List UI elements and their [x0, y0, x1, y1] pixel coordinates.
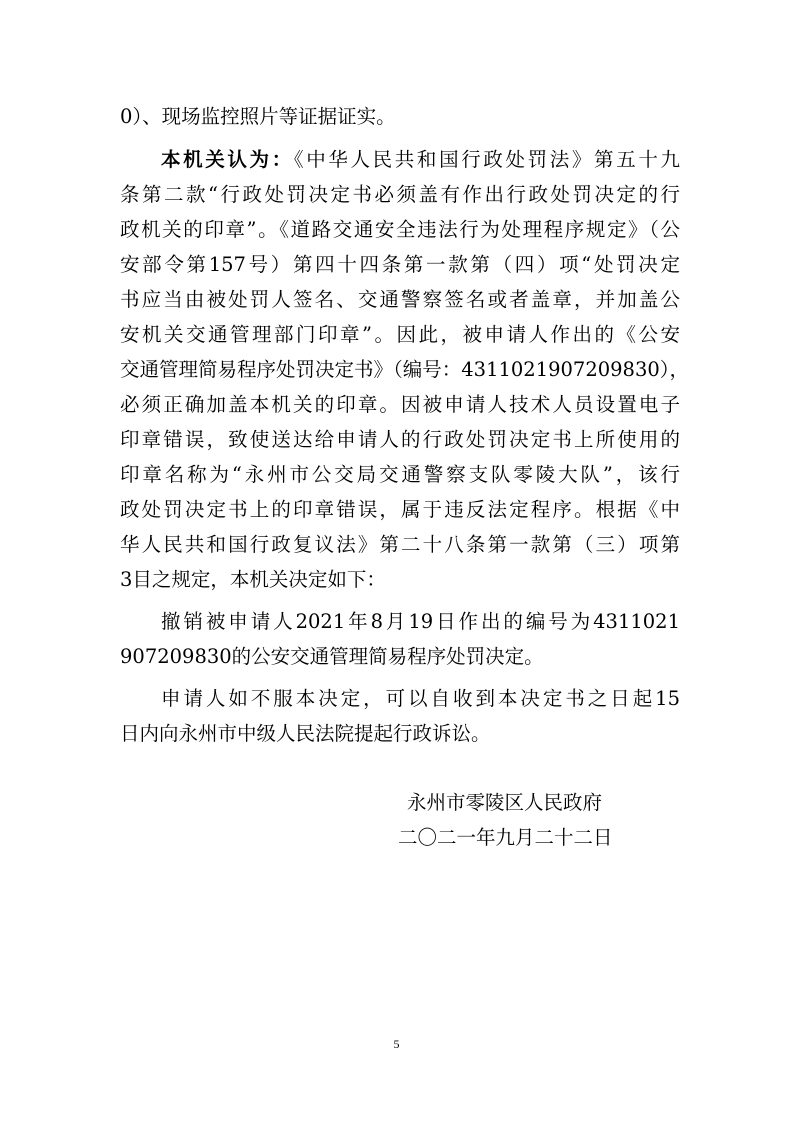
- text-line-1: 0）、现场监控照片等证据证实。: [120, 105, 396, 128]
- text-line-13: 华人民共和国行政复议法》第二十八条第一款第（三）项第: [120, 533, 680, 556]
- text-line-10: 印章错误，致使送达给申请人的行政处罚决定书上所使用的: [120, 428, 680, 451]
- text-line-14: 3目之规定，本机关决定如下：: [120, 568, 386, 591]
- decision-line-2: 907209830的公安交通管理简易程序处罚决定。: [120, 645, 544, 668]
- text-line-9: 必须正确加盖本机关的印章。因被申请人技术人员设置电子: [120, 393, 680, 416]
- text-line-2: [161, 142, 680, 178]
- signature-org: 永州市零陵区人民政府: [407, 791, 603, 814]
- text-line-7: 安机关交通管理部门印章”。因此，被申请人作出的《公安: [120, 323, 680, 346]
- text-line-4: 政机关的印章”。《道路交通安全违法行为处理程序规定》（公: [120, 218, 680, 241]
- text-line-12: 政处罚决定书上的印章错误，属于违反法定程序。根据《中: [120, 498, 680, 521]
- page-number: 5: [393, 1037, 400, 1051]
- text-line-2-body: 《中华人民共和国行政处罚法》第五十九: [293, 148, 680, 171]
- text-line-11: 印章名称为“永州市公交局交通警察支队零陵大队”，该行: [120, 463, 680, 486]
- appeal-line-2: 日内向永州市中级人民法院提起行政诉讼。: [120, 722, 491, 745]
- signature-date: 二〇二一年九月二十二日: [398, 826, 613, 849]
- text-line-8: 交通管理简易程序处罚决定书》（编号：4311021907209830），: [120, 358, 690, 381]
- text-line-6: 书应当由被处罚人签名、交通警察签名或者盖章，并加盖公: [120, 288, 680, 311]
- text-line-5: 安部令第157号）第四十四条第一款第（四）项“处罚决定: [120, 253, 680, 276]
- decision-line-1: 撤销被申请人2021年8月19日作出的编号为4311021: [161, 610, 680, 633]
- text-line-3: 条第二款“行政处罚决定书必须盖有作出行政处罚决定的行: [120, 183, 680, 206]
- lead-label: 本机关认为：: [161, 148, 294, 171]
- appeal-line-1: 申请人如不服本决定，可以自收到本决定书之日起15: [161, 687, 680, 710]
